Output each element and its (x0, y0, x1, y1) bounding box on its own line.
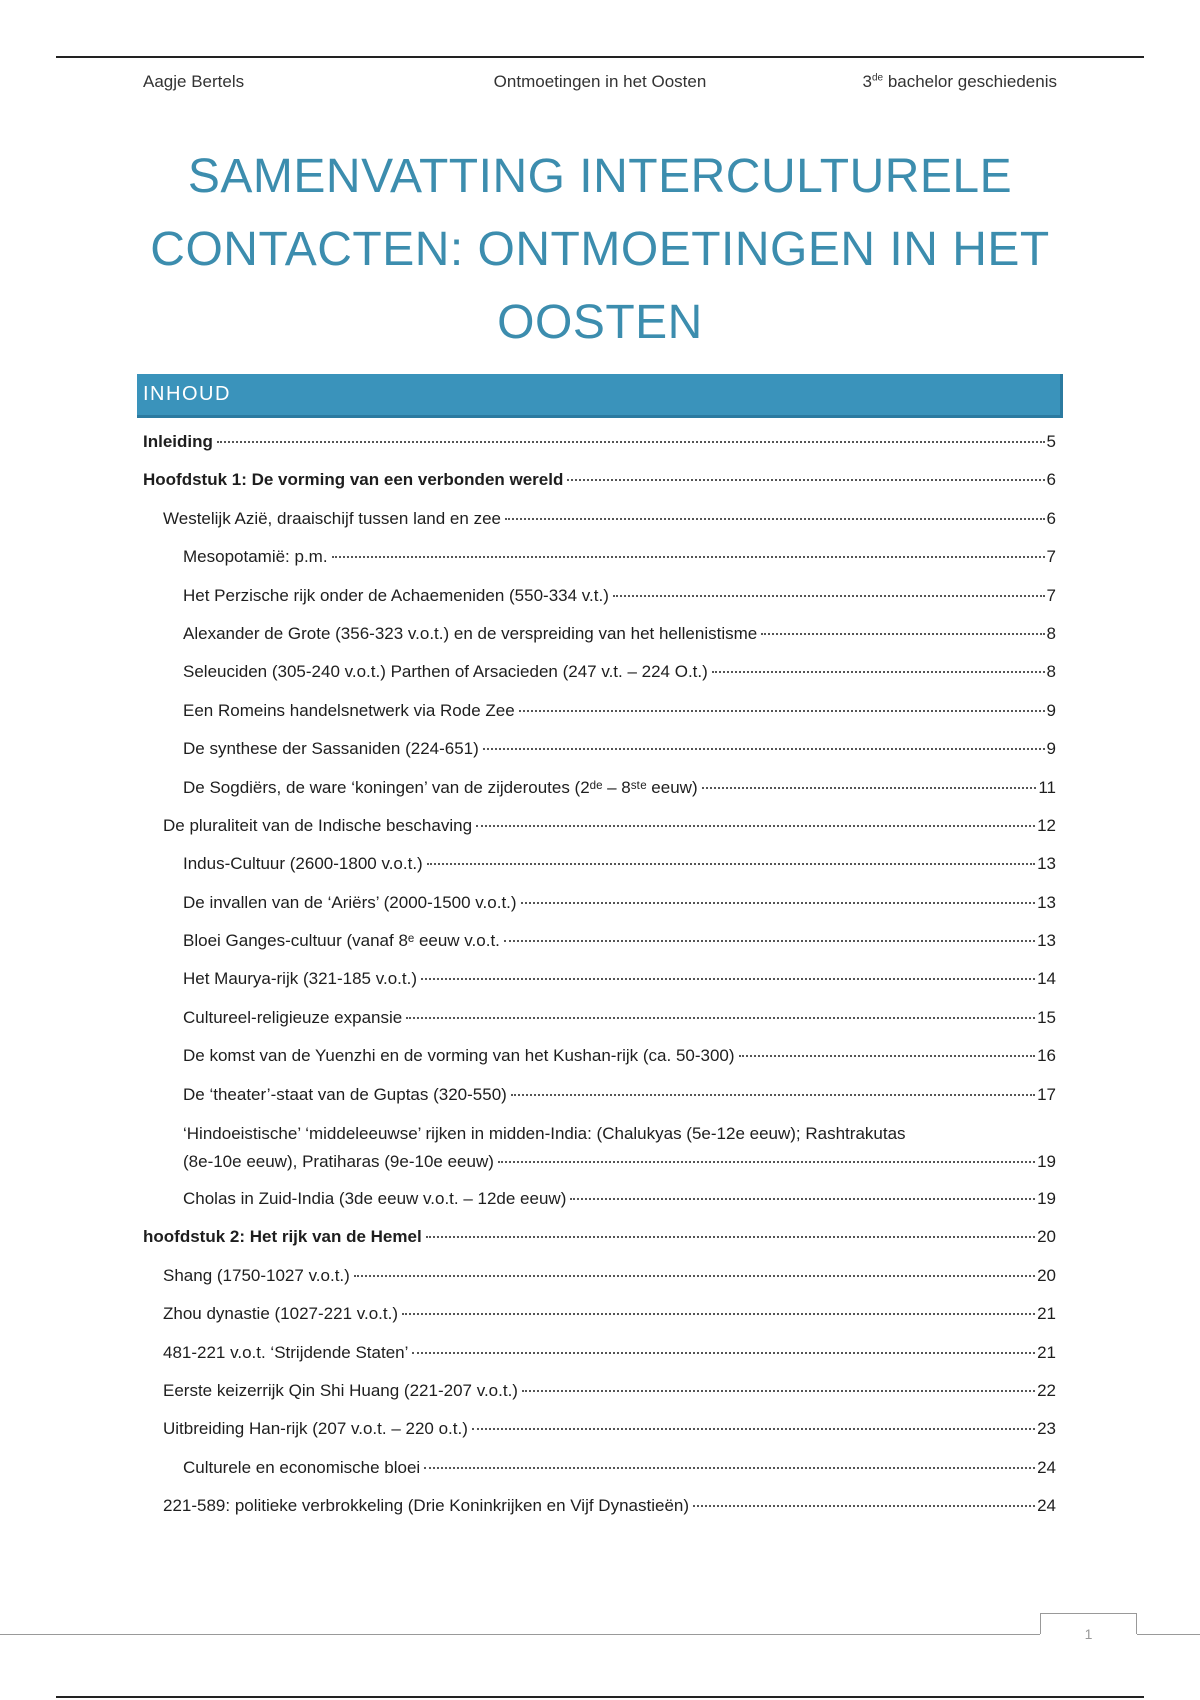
toc-entry-title: 221-589: politieke verbrokkeling (Drie Koninkrijken en Vijf Dynastieën) (163, 1496, 690, 1516)
header-course: Ontmoetingen in het Oosten (493, 72, 707, 91)
toc-entry-page: 22 (1037, 1380, 1056, 1400)
toc-entry-title: De pluraliteit van de Indische beschaving (163, 815, 473, 835)
toc-entry[interactable] (143, 615, 1056, 653)
toc-entry-page: 9 (1046, 739, 1056, 759)
toc-entry-page: 8 (1046, 662, 1056, 682)
toc-entry-page: 6 (1046, 508, 1056, 528)
toc-entry-title: Uitbreiding Han-rijk (207 v.o.t. – 220 o.t.) (163, 1419, 468, 1439)
toc-entry-page: 15 (1037, 1007, 1056, 1027)
toc-leader-dots (424, 1467, 1035, 1469)
toc-entry-page: 24 (1037, 1457, 1056, 1477)
toc-leader-dots (426, 1236, 1035, 1238)
toc-entry-page: 16 (1037, 1046, 1056, 1066)
toc-entry-page: 9 (1046, 700, 1056, 720)
header-program-prefix: 3 (862, 72, 872, 91)
header-program (863, 72, 1058, 92)
toc-leader-dots (217, 441, 1045, 443)
toc-leader-dots (761, 633, 1044, 635)
toc-leader-dots (427, 863, 1035, 865)
toc-leader-dots (511, 1094, 1035, 1096)
page-header (143, 72, 1057, 96)
toc-entry[interactable] (143, 1076, 1056, 1114)
page-number: 1 (1084, 1626, 1093, 1642)
toc-entry[interactable] (143, 692, 1056, 730)
toc-entry-title-line1: ‘Hindoeistische’ ‘middeleeuwse’ rijken in midden-India: (Chalukyas (5e-12e eeuw); Rashtrakutas (183, 1124, 906, 1144)
toc-leader-dots (402, 1313, 1035, 1315)
toc-entry[interactable] (143, 884, 1056, 922)
toc-leader-dots (739, 1055, 1036, 1057)
toc-leader-dots (522, 1390, 1035, 1392)
table-of-contents (143, 423, 1056, 1526)
toc-entry-title: Zhou dynastie (1027-221 v.o.t.) (163, 1304, 398, 1324)
page-bottom-rule (56, 1696, 1144, 1698)
toc-heading: INHOUD (137, 374, 1063, 418)
toc-entry-title: Mesopotamië: p.m. (183, 547, 328, 567)
toc-entry-page: 12 (1037, 815, 1056, 835)
toc-leader-dots (521, 902, 1036, 904)
toc-entry-page: 13 (1037, 931, 1056, 951)
toc-leader-dots (483, 748, 1045, 750)
toc-entry-title: De komst van de Yuenzhi en de vorming van het Kushan-rijk (ca. 50-300) (183, 1046, 735, 1066)
toc-entry-title: hoofdstuk 2: Het rijk van de Hemel (143, 1227, 422, 1247)
toc-entry-title: Cholas in Zuid-India (3de eeuw v.o.t. – 12de eeuw) (183, 1189, 567, 1209)
header-rule (56, 56, 1144, 58)
toc-leader-dots (570, 1198, 1035, 1200)
toc-entry[interactable] (143, 461, 1056, 499)
toc-entry-page: 7 (1046, 585, 1056, 605)
toc-entry-page: 13 (1037, 854, 1056, 874)
toc-entry-page: 11 (1038, 777, 1056, 797)
toc-entry[interactable] (143, 1114, 1056, 1180)
toc-entry-title: Het Maurya-rijk (321-185 v.o.t.) (183, 969, 417, 989)
toc-entry[interactable] (143, 730, 1056, 768)
toc-leader-dots (476, 825, 1035, 827)
toc-entry-page: 8 (1046, 623, 1056, 643)
toc-leader-dots (354, 1275, 1035, 1277)
toc-entry-title: Bloei Ganges-cultuur (vanaf 8ᵉ eeuw v.o.t. (183, 931, 500, 951)
toc-entry-title: Westelijk Azië, draaischijf tussen land en zee (163, 508, 501, 528)
toc-entry[interactable] (143, 1487, 1056, 1525)
title-line: CONTACTEN: ONTMOETINGEN IN HET (150, 223, 1050, 276)
toc-entry[interactable] (143, 1218, 1056, 1256)
toc-entry-title: De Sogdiërs, de ware ‘koningen’ van de zijderoutes (2ᵈᵉ – 8ˢᵗᵉ eeuw) (183, 777, 698, 797)
toc-entry-title: Indus-Cultuur (2600-1800 v.o.t.) (183, 854, 423, 874)
toc-entry[interactable] (143, 769, 1056, 807)
toc-entry[interactable] (143, 999, 1056, 1037)
toc-entry[interactable] (143, 1334, 1056, 1372)
toc-entry-page: 7 (1046, 547, 1056, 567)
toc-entry-title: Cultureel-religieuze expansie (183, 1007, 403, 1027)
toc-entry-title: Alexander de Grote (356-323 v.o.t.) en de verspreiding van het hellenistisme (183, 623, 758, 643)
footer-rule-right (1137, 1634, 1200, 1635)
toc-entry[interactable] (143, 922, 1056, 960)
toc-entry-page: 17 (1037, 1084, 1056, 1104)
toc-leader-dots (613, 595, 1045, 597)
toc-entry-title: Shang (1750-1027 v.o.t.) (163, 1265, 350, 1285)
toc-entry-title: Een Romeins handelsnetwerk via Rode Zee (183, 700, 515, 720)
toc-entry-title: Inleiding (143, 432, 213, 451)
toc-entry-title: Hoofdstuk 1: De vorming van een verbonden wereld (143, 470, 564, 490)
toc-entry[interactable] (143, 1180, 1056, 1218)
toc-entry[interactable] (143, 960, 1056, 998)
toc-leader-dots (505, 518, 1045, 520)
toc-leader-dots (519, 710, 1045, 712)
document-title (100, 140, 1100, 359)
toc-entry-page: 20 (1037, 1227, 1056, 1247)
toc-leader-dots (406, 1017, 1035, 1019)
toc-entry-title-line2-row (183, 1148, 1056, 1180)
toc-entry-page: 23 (1037, 1419, 1056, 1439)
toc-entry[interactable] (143, 1257, 1056, 1295)
toc-entry-title: 481-221 v.o.t. ‘Strijdende Staten’ (163, 1342, 409, 1362)
toc-entry-page: 19 (1037, 1189, 1056, 1209)
toc-entry-page: 19 (1037, 1152, 1056, 1172)
footer-rule-left (0, 1634, 1040, 1635)
toc-entry[interactable] (143, 577, 1056, 615)
toc-entry-title: De ‘theater’-staat van de Guptas (320-550) (183, 1084, 507, 1104)
header-program-suffix: bachelor geschiedenis (883, 72, 1057, 91)
toc-entry-page: 6 (1046, 470, 1056, 490)
toc-leader-dots (567, 479, 1044, 481)
toc-leader-dots (702, 787, 1037, 789)
toc-entry-title: Het Perzische rijk onder de Achaemeniden (550-334 v.t.) (183, 585, 609, 605)
title-line: OOSTEN (497, 296, 703, 349)
toc-leader-dots (712, 671, 1045, 673)
toc-leader-dots (693, 1505, 1035, 1507)
toc-leader-dots (421, 978, 1035, 980)
toc-entry-page: 5 (1046, 432, 1056, 451)
toc-leader-dots (412, 1352, 1035, 1354)
toc-entry-title: De invallen van de ‘Ariërs’ (2000-1500 v.o.t.) (183, 892, 517, 912)
toc-entry[interactable] (143, 807, 1056, 845)
toc-entry[interactable] (143, 1449, 1056, 1487)
toc-entry[interactable] (143, 1295, 1056, 1333)
toc-entry-page: 14 (1037, 969, 1056, 989)
toc-entry-page: 21 (1037, 1304, 1056, 1324)
toc-entry[interactable] (143, 538, 1056, 576)
toc-entry[interactable] (143, 1037, 1056, 1075)
toc-entry-title: Eerste keizerrijk Qin Shi Huang (221-207 v.o.t.) (163, 1380, 518, 1400)
toc-entry[interactable] (143, 500, 1056, 538)
toc-leader-dots (332, 556, 1045, 558)
header-program-sup: de (871, 72, 884, 84)
toc-entry-page: 21 (1037, 1342, 1056, 1362)
title-line: SAMENVATTING INTERCULTURELE (187, 150, 1013, 203)
toc-entry-title: Seleuciden (305-240 v.o.t.) Parthen of Arsacieden (247 v.t. – 224 O.t.) (183, 662, 708, 682)
toc-entry[interactable] (143, 653, 1056, 691)
toc-entry-title: De synthese der Sassaniden (224-651) (183, 739, 479, 759)
toc-entry[interactable] (143, 845, 1056, 883)
toc-entry[interactable] (143, 423, 1056, 461)
toc-leader-dots (504, 940, 1035, 942)
toc-entry-page: 13 (1037, 892, 1056, 912)
toc-entry[interactable] (143, 1372, 1056, 1410)
toc-leader-dots (498, 1161, 1035, 1163)
toc-entry-page: 24 (1037, 1496, 1056, 1516)
header-author: Aagje Bertels (143, 72, 245, 91)
toc-entry-title-line2: (8e-10e eeuw), Pratiharas (9e-10e eeuw) (183, 1152, 494, 1172)
toc-leader-dots (472, 1428, 1035, 1430)
toc-entry-title: Culturele en economische bloei (183, 1457, 421, 1477)
toc-entry[interactable] (143, 1410, 1056, 1448)
toc-entry-page: 20 (1037, 1265, 1056, 1285)
